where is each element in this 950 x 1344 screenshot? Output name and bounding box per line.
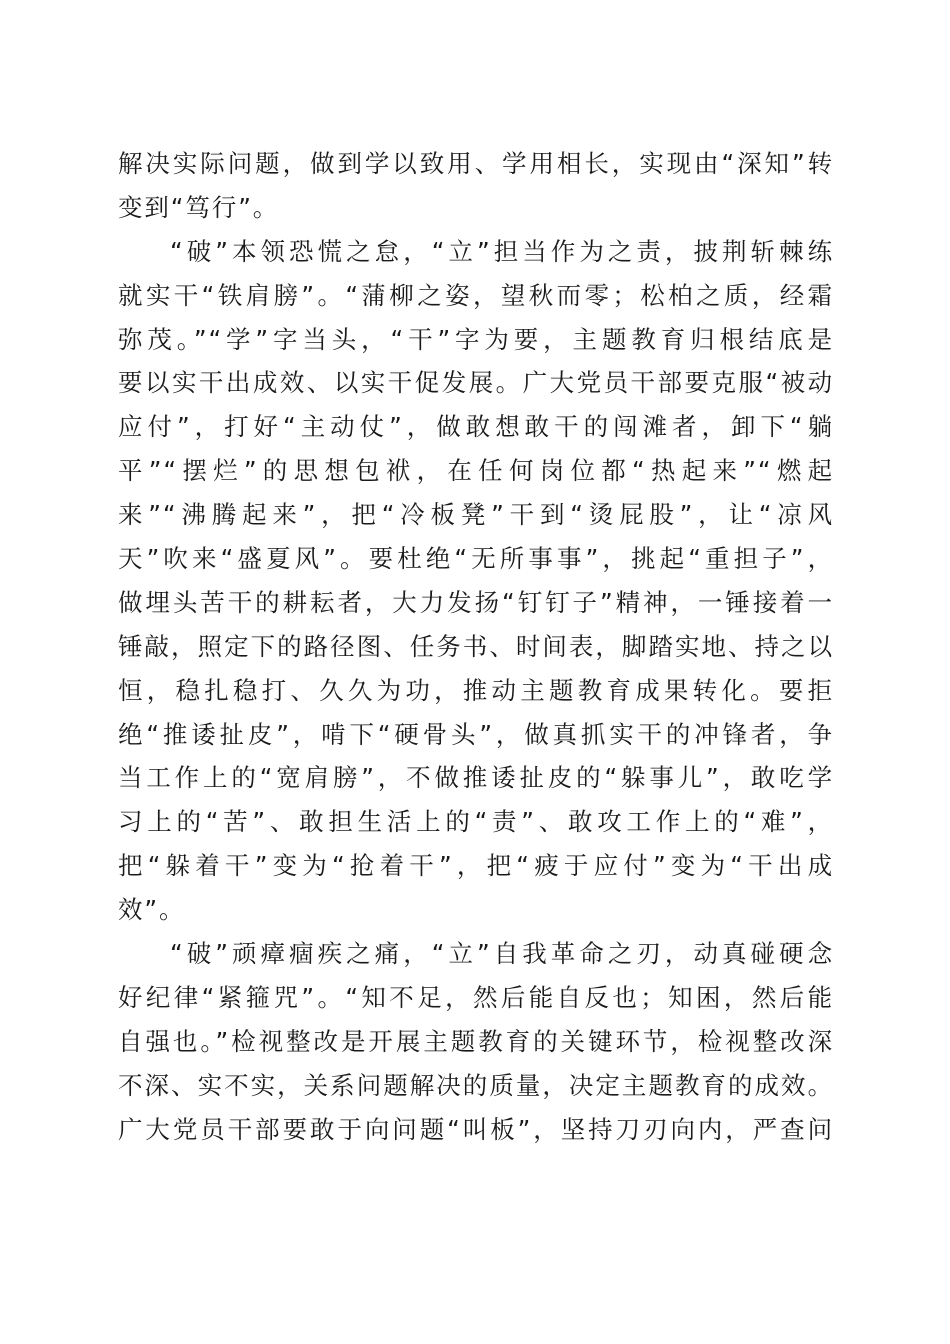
paragraph-2 [118, 230, 834, 932]
paragraph-1 [118, 142, 834, 230]
text-line: 天”吹来“盛夏风”。要杜绝“无所事事”，挑起“重担子”， [118, 544, 834, 574]
text-line: 好纪律“紧箍咒”。“知不足，然后能自反也；知困，然后能 [118, 982, 834, 1012]
text-line: 效”。 [118, 895, 186, 925]
text-line: 变到“笃行”。 [118, 192, 280, 222]
text-line: 当工作上的“宽肩膀”，不做推诿扯皮的“躲事儿”，敢吃学 [118, 763, 834, 793]
text-line: 弥茂。”“学”字当头，“干”字为要，主题教育归根结底是 [118, 324, 834, 354]
document-page [118, 142, 834, 1151]
text-line: 习上的“苦”、敢担生活上的“责”、敢攻工作上的“难”， [118, 807, 834, 837]
text-line: 锤敲，照定下的路径图、任务书、时间表，脚踏实地、持之以 [118, 631, 834, 661]
text-line: 做埋头苦干的耕耘者，大力发扬“钉钉子”精神，一锤接着一 [118, 587, 834, 617]
text-line: 应付”，打好“主动仗”，做敢想敢干的闯滩者，卸下“躺 [118, 412, 834, 442]
text-line: 就实干“铁肩膀”。“蒲柳之姿，望秋而零；松柏之质，经霜 [118, 280, 834, 310]
paragraph-3 [118, 932, 834, 1151]
text-line: 绝“推诿扯皮”，啃下“硬骨头”，做真抓实干的冲锋者，争 [118, 719, 834, 749]
text-line: 平”“摆烂”的思想包袱，在任何岗位都“热起来”“燃起 [118, 456, 834, 486]
text-line: 要以实干出成效、以实干促发展。广大党员干部要克服“被动 [118, 368, 834, 398]
text-line: 恒，稳扎稳打、久久为功，推动主题教育成果转化。要拒 [118, 675, 834, 705]
text-line: “破”本领恐慌之怠，“立”担当作为之责，披荆斩棘练 [170, 236, 834, 266]
text-line: “破”顽瘴痼疾之痛，“立”自我革命之刃，动真碰硬念 [170, 939, 834, 969]
text-line: 来”“沸腾起来”，把“冷板凳”干到“烫屁股”，让“凉风 [118, 500, 834, 530]
text-line: 不深、实不实，关系问题解决的质量，决定主题教育的成效。 [118, 1070, 834, 1100]
text-line: 解决实际问题，做到学以致用、学用相长，实现由“深知”转 [118, 149, 834, 178]
text-line: 广大党员干部要敢于向问题“叫板”，坚持刀刃向内，严查问 [118, 1114, 834, 1144]
text-line: 把“躲着干”变为“抢着干”，把“疲于应付”变为“干出成 [118, 851, 834, 881]
text-line: 自强也。”检视整改是开展主题教育的关键环节，检视整改深 [118, 1026, 834, 1056]
